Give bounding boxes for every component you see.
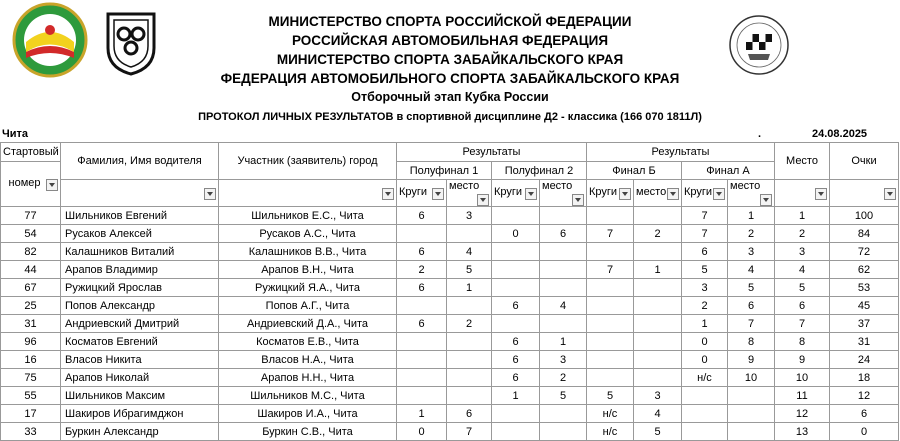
finala-place-cell: 1 <box>728 207 775 225</box>
finalb-laps-cell <box>587 207 634 225</box>
points-cell: 37 <box>830 315 899 333</box>
header-line-4: ФЕДЕРАЦИЯ АВТОМОБИЛЬНОГО СПОРТА ЗАБАЙКАЛЬСКОГО КРАЯ <box>220 71 680 86</box>
driver-name-cell: Калашников Виталий <box>61 243 219 261</box>
semi2-laps-cell <box>492 405 540 423</box>
semi1-place-cell: 1 <box>447 279 492 297</box>
header-line-1: МИНИСТЕРСТВО СПОРТА РОССИЙСКОЙ ФЕДЕРАЦИИ <box>268 14 632 29</box>
points-cell: 62 <box>830 261 899 279</box>
table-row <box>1 369 899 387</box>
finala-place-cell: 10 <box>728 369 775 387</box>
semi1-laps-cell <box>397 225 447 243</box>
finalb-laps-cell: 7 <box>587 225 634 243</box>
table-row <box>1 243 899 261</box>
final-a-header: Финал А <box>682 162 775 180</box>
overall-place-cell: 10 <box>775 369 830 387</box>
driver-name-cell: Шильников Максим <box>61 387 219 405</box>
semi1-laps-cell: 6 <box>397 243 447 261</box>
start-number-cell: 82 <box>1 243 61 261</box>
finala-laps-cell <box>682 387 728 405</box>
finalb-place-cell <box>634 207 682 225</box>
semi2-place-cell <box>540 423 587 441</box>
start-number-cell: 44 <box>1 261 61 279</box>
finalb-laps-cell: н/с <box>587 405 634 423</box>
results-table <box>0 142 899 441</box>
finalb-place-cell: 5 <box>634 423 682 441</box>
start-number-cell: 33 <box>1 423 61 441</box>
start-number-cell: 54 <box>1 225 61 243</box>
filter-dropdown-icon[interactable] <box>525 188 537 200</box>
finala-laps-cell: 2 <box>682 297 728 315</box>
participant-header-label: Участник (заявитель) город <box>237 155 378 167</box>
table-row <box>1 387 899 405</box>
semi2-place-cell: 1 <box>540 333 587 351</box>
filter-dropdown-icon[interactable] <box>760 194 772 206</box>
points-cell: 84 <box>830 225 899 243</box>
semi1-place-cell <box>447 333 492 351</box>
overall-place-cell: 3 <box>775 243 830 261</box>
finala-place-cell: 7 <box>728 315 775 333</box>
semi1-place-cell: 7 <box>447 423 492 441</box>
finala-laps-cell: 1 <box>682 315 728 333</box>
finalb-pos-header <box>634 180 682 207</box>
filter-dropdown-icon[interactable] <box>382 188 394 200</box>
finala-laps-cell <box>682 405 728 423</box>
laps-label: Круги <box>589 186 618 198</box>
semi1-place-cell <box>447 351 492 369</box>
header-line-2: РОССИЙСКАЯ АВТОМОБИЛЬНАЯ ФЕДЕРАЦИЯ <box>291 33 609 48</box>
points-cell: 0 <box>830 423 899 441</box>
semi2-laps-cell <box>492 315 540 333</box>
results-body <box>1 207 899 441</box>
start-number-cell: 17 <box>1 405 61 423</box>
semi2-place-cell <box>540 279 587 297</box>
semi1-place-cell <box>447 387 492 405</box>
semi2-place-cell <box>540 243 587 261</box>
overall-place-cell: 11 <box>775 387 830 405</box>
participant-cell: Калашников В.В., Чита <box>219 243 397 261</box>
finalb-place-cell <box>634 369 682 387</box>
laps-label: Круги <box>494 186 523 198</box>
laps-label: Круги <box>684 186 713 198</box>
filter-dropdown-icon[interactable] <box>204 188 216 200</box>
points-cell: 100 <box>830 207 899 225</box>
event-date: 24.08.2025 <box>812 128 868 140</box>
semi1-laps-cell <box>397 297 447 315</box>
driver-name-cell: Ружицкий Ярослав <box>61 279 219 297</box>
finala-place-cell <box>728 423 775 441</box>
semi2-place-cell: 5 <box>540 387 587 405</box>
overall-place-cell: 4 <box>775 261 830 279</box>
protocol-title: ПРОТОКОЛ ЛИЧНЫХ РЕЗУЛЬТАТОВ в спортивной дисциплине Д2 - классика (166 070 1811Л) <box>198 111 702 123</box>
start-number-cell: 75 <box>1 369 61 387</box>
points-cell: 31 <box>830 333 899 351</box>
finala-laps-cell: 7 <box>682 207 728 225</box>
start-number-header-bottom <box>1 162 61 207</box>
table-row <box>1 333 899 351</box>
driver-name-cell: Арапов Николай <box>61 369 219 387</box>
finala-place-cell: 4 <box>728 261 775 279</box>
finalb-place-cell: 4 <box>634 405 682 423</box>
semi1-pos-header <box>447 180 492 207</box>
finala-place-cell <box>728 387 775 405</box>
finalb-place-cell <box>634 279 682 297</box>
semi2-laps-cell: 6 <box>492 297 540 315</box>
points-header-label: Очки <box>851 155 877 167</box>
finala-laps-cell: н/с <box>682 369 728 387</box>
points-cell: 6 <box>830 405 899 423</box>
participant-cell: Буркин С.В., Чита <box>219 423 397 441</box>
start-number-cell: 31 <box>1 315 61 333</box>
participant-cell: Шакиров И.А., Чита <box>219 405 397 423</box>
semi2-place-cell <box>540 405 587 423</box>
start-number-cell: 25 <box>1 297 61 315</box>
header-line-3: МИНИСТЕРСТВО СПОРТА ЗАБАЙКАЛЬСКОГО КРАЯ <box>276 52 624 67</box>
finala-place-cell: 5 <box>728 279 775 297</box>
table-row <box>1 297 899 315</box>
points-cell: 18 <box>830 369 899 387</box>
driver-name-cell: Андриевский Дмитрий <box>61 315 219 333</box>
driver-name-cell: Попов Александр <box>61 297 219 315</box>
start-number-cell: 77 <box>1 207 61 225</box>
points-cell: 24 <box>830 351 899 369</box>
finalb-place-cell <box>634 243 682 261</box>
finalb-laps-cell <box>587 369 634 387</box>
semi1-place-cell: 4 <box>447 243 492 261</box>
finala-place-cell: 6 <box>728 297 775 315</box>
participant-header <box>219 143 397 180</box>
finala-place-cell: 9 <box>728 351 775 369</box>
finalb-laps-cell <box>587 333 634 351</box>
finalb-laps-cell: 7 <box>587 261 634 279</box>
points-filter-cell <box>830 180 899 207</box>
participant-cell: Андриевский Д.А., Чита <box>219 315 397 333</box>
semi1-laps-cell: 1 <box>397 405 447 423</box>
finala-laps-cell <box>682 423 728 441</box>
place-header <box>775 143 830 180</box>
semi1-laps-cell <box>397 369 447 387</box>
pos-label: место <box>730 180 761 192</box>
semi2-laps-cell <box>492 279 540 297</box>
semi1-laps-header <box>397 180 447 207</box>
finala-place-cell: 2 <box>728 225 775 243</box>
driver-name-cell: Власов Никита <box>61 351 219 369</box>
semi2-pos-header <box>540 180 587 207</box>
participant-cell: Русаков А.С., Чита <box>219 225 397 243</box>
points-cell: 45 <box>830 297 899 315</box>
finala-laps-cell: 0 <box>682 351 728 369</box>
finala-place-cell: 8 <box>728 333 775 351</box>
semi1-place-cell <box>447 369 492 387</box>
start-number-cell: 55 <box>1 387 61 405</box>
start-number-cell: 96 <box>1 333 61 351</box>
finala-laps-header <box>682 180 728 207</box>
semi2-laps-cell <box>492 243 540 261</box>
finalb-place-cell: 3 <box>634 387 682 405</box>
participant-cell: Арапов В.Н., Чита <box>219 261 397 279</box>
finala-laps-cell: 7 <box>682 225 728 243</box>
driver-header <box>61 143 219 180</box>
finala-place-cell <box>728 405 775 423</box>
finala-pos-header <box>728 180 775 207</box>
finalb-laps-cell <box>587 351 634 369</box>
participant-cell: Косматов Е.В., Чита <box>219 333 397 351</box>
points-cell: 53 <box>830 279 899 297</box>
semifinal-1-header: Полуфинал 1 <box>397 162 492 180</box>
finalb-place-cell <box>634 297 682 315</box>
semi1-place-cell: 2 <box>447 315 492 333</box>
points-cell: 12 <box>830 387 899 405</box>
participant-cell: Ружицкий Я.А., Чита <box>219 279 397 297</box>
results-header-1: Результаты <box>397 143 587 162</box>
semi2-laps-cell: 0 <box>492 225 540 243</box>
finala-laps-cell: 6 <box>682 243 728 261</box>
semi1-place-cell: 3 <box>447 207 492 225</box>
semi2-laps-cell: 6 <box>492 351 540 369</box>
semi1-laps-cell <box>397 351 447 369</box>
semi1-laps-cell: 6 <box>397 207 447 225</box>
semi1-laps-cell: 6 <box>397 279 447 297</box>
table-row <box>1 315 899 333</box>
driver-header-label: Фамилия, Имя водителя <box>77 155 202 167</box>
finalb-laps-header <box>587 180 634 207</box>
driver-name-cell: Русаков Алексей <box>61 225 219 243</box>
overall-place-cell: 1 <box>775 207 830 225</box>
points-header <box>830 143 899 180</box>
driver-name-cell: Косматов Евгений <box>61 333 219 351</box>
start-number-label: номер <box>8 177 41 189</box>
finalb-laps-cell: н/с <box>587 423 634 441</box>
semi2-laps-cell <box>492 261 540 279</box>
driver-name-cell: Шакиров Ибрагимджон <box>61 405 219 423</box>
city-label: Чита <box>2 128 28 140</box>
finala-place-cell: 3 <box>728 243 775 261</box>
semi1-laps-cell <box>397 333 447 351</box>
filter-dropdown-icon[interactable] <box>815 188 827 200</box>
table-row <box>1 261 899 279</box>
semi1-place-cell: 6 <box>447 405 492 423</box>
participant-cell: Шильников М.С., Чита <box>219 387 397 405</box>
semi2-place-cell: 4 <box>540 297 587 315</box>
table-row <box>1 405 899 423</box>
start-number-header-top: Стартовый <box>1 143 61 162</box>
finalb-laps-cell <box>587 315 634 333</box>
overall-place-cell: 5 <box>775 279 830 297</box>
semi2-place-cell: 3 <box>540 351 587 369</box>
table-row <box>1 207 899 225</box>
pos-label: место <box>542 180 573 192</box>
overall-place-cell: 2 <box>775 225 830 243</box>
semi1-laps-cell <box>397 387 447 405</box>
finalb-laps-cell <box>587 243 634 261</box>
finalb-place-cell: 2 <box>634 225 682 243</box>
overall-place-cell: 6 <box>775 297 830 315</box>
filter-dropdown-icon[interactable] <box>477 194 489 206</box>
semi2-laps-cell <box>492 207 540 225</box>
participant-filter-cell <box>219 180 397 207</box>
finalb-place-cell: 1 <box>634 261 682 279</box>
filter-dropdown-icon[interactable] <box>667 188 679 200</box>
semi2-place-cell: 6 <box>540 225 587 243</box>
table-row <box>1 351 899 369</box>
semi1-place-cell <box>447 225 492 243</box>
semi1-laps-cell: 6 <box>397 315 447 333</box>
table-row <box>1 225 899 243</box>
semi1-laps-cell: 2 <box>397 261 447 279</box>
finalb-place-cell <box>634 333 682 351</box>
pos-label: место <box>449 180 480 192</box>
finalb-laps-cell <box>587 279 634 297</box>
semi2-laps-cell: 6 <box>492 333 540 351</box>
finalb-place-cell <box>634 351 682 369</box>
finalb-laps-cell <box>587 297 634 315</box>
finala-laps-cell: 5 <box>682 261 728 279</box>
participant-cell: Арапов Н.Н., Чита <box>219 369 397 387</box>
filter-dropdown-icon[interactable] <box>432 188 444 200</box>
separator-dot: . <box>758 128 762 140</box>
start-number-cell: 67 <box>1 279 61 297</box>
results-header-2: Результаты <box>587 143 775 162</box>
place-filter-cell <box>775 180 830 207</box>
semi1-place-cell: 5 <box>447 261 492 279</box>
semi2-place-cell: 2 <box>540 369 587 387</box>
participant-cell: Власов Н.А., Чита <box>219 351 397 369</box>
filter-dropdown-icon[interactable] <box>713 188 725 200</box>
semifinal-2-header: Полуфинал 2 <box>492 162 587 180</box>
participant-cell: Шильников Е.С., Чита <box>219 207 397 225</box>
semi2-place-cell <box>540 261 587 279</box>
laps-label: Круги <box>399 186 428 198</box>
overall-place-cell: 8 <box>775 333 830 351</box>
driver-name-cell: Арапов Владимир <box>61 261 219 279</box>
finala-laps-cell: 3 <box>682 279 728 297</box>
driver-name-cell: Буркин Александр <box>61 423 219 441</box>
semi2-laps-header <box>492 180 540 207</box>
place-header-label: Место <box>786 155 818 167</box>
semi2-laps-cell: 6 <box>492 369 540 387</box>
table-row <box>1 279 899 297</box>
driver-name-cell: Шильников Евгений <box>61 207 219 225</box>
overall-place-cell: 7 <box>775 315 830 333</box>
overall-place-cell: 9 <box>775 351 830 369</box>
finala-laps-cell: 0 <box>682 333 728 351</box>
semi2-laps-cell <box>492 423 540 441</box>
pos-label: место <box>636 186 667 198</box>
driver-filter-cell <box>61 180 219 207</box>
semi2-place-cell <box>540 207 587 225</box>
filter-dropdown-icon[interactable] <box>884 188 896 200</box>
table-row <box>1 423 899 441</box>
semi2-place-cell <box>540 315 587 333</box>
start-number-cell: 16 <box>1 351 61 369</box>
filter-dropdown-icon[interactable] <box>572 194 584 206</box>
overall-place-cell: 13 <box>775 423 830 441</box>
filter-dropdown-icon[interactable] <box>619 188 631 200</box>
semi2-laps-cell: 1 <box>492 387 540 405</box>
stage-title: Отборочный этап Кубка России <box>351 90 549 104</box>
participant-cell: Попов А.Г., Чита <box>219 297 397 315</box>
overall-place-cell: 12 <box>775 405 830 423</box>
semi1-place-cell <box>447 297 492 315</box>
finalb-laps-cell: 5 <box>587 387 634 405</box>
final-b-header: Финал Б <box>587 162 682 180</box>
filter-dropdown-icon[interactable] <box>46 179 58 191</box>
semi1-laps-cell: 0 <box>397 423 447 441</box>
points-cell: 72 <box>830 243 899 261</box>
finalb-place-cell <box>634 315 682 333</box>
